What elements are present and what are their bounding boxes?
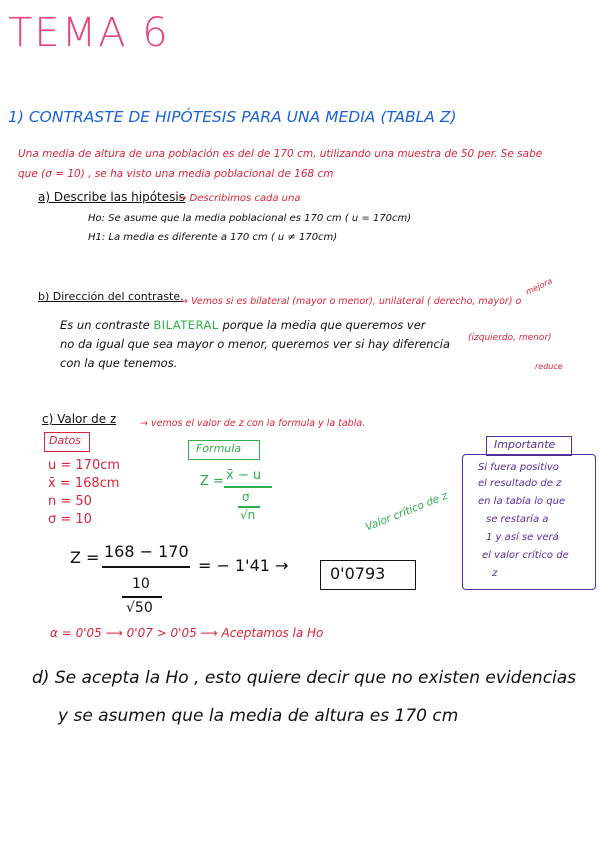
part-b-header: b) Dirección del contraste. [38,290,184,303]
part-b-text-2: no da igual que sea mayor o menor, queremos ver si hay diferencia [60,337,451,351]
formula-sigma: σ [242,490,250,504]
formula-label: Formula [196,442,242,455]
important-line: en la tabla lo que [478,496,566,507]
part-c-note: → vemos el valor de z con la formula y la tabla. [140,418,366,429]
alpha-line: α = 0'05 ⟶ 0'07 > 0'05 ⟶ Aceptamos la Ho [50,626,324,640]
calc-sigma: 10 [132,576,150,592]
page-title: TEMA 6 [8,10,170,56]
part-c-header: c) Valor de z [42,412,117,426]
problem-line-1: Una media de altura de una población es del de 170 cm, utilizando una muestra de 50 per. Se sabe [18,148,543,160]
critical-value-note: Valor crítico de z [363,489,450,534]
important-line: el valor crítico de [482,550,569,561]
formula-sqrt-n: √n [240,508,256,522]
important-line: z [492,568,498,579]
part-b-text-1 [60,318,426,332]
part-d-line-2: y se asumen que la media de altura es 170 cm [58,706,459,726]
part-b-text-1-pre: Es un contraste [60,318,150,332]
part-b-text-1-post: porque la media que queremos ver [222,318,426,332]
datos-item: n = 50 [48,494,92,509]
part-a-header: a) Describe las hipótesis [38,190,185,204]
bilateral-word: BILATERAL [153,318,219,332]
important-line: se restaría a [486,514,549,525]
part-b-mejora: mejora [524,276,554,297]
calc-result: = − 1'41 → [198,556,289,575]
calc-numerator: 168 − 170 [104,542,189,561]
problem-line-2: que (σ = 10) , se ha visto una media poblacional de 168 cm [18,168,334,180]
calc-fraction-bar [102,566,190,568]
datos-item: x̄ = 168cm [48,476,120,491]
important-line: 1 y así se verá [486,532,559,543]
part-b-note-2: (izquierdo, menor) [468,333,552,343]
calc-sqrt: √50 [126,600,153,616]
hypothesis-h1: H1: La media es diferente a 170 cm ( u ≠ 170cm) [88,232,338,243]
formula-num: x̄ − u [226,468,262,483]
part-d-line-1: d) Se acepta la Ho , esto quiere decir que no existen evidencias [32,668,577,688]
datos-item: u = 170cm [48,458,121,473]
formula-fraction-bar [224,486,272,488]
datos-item: σ = 10 [48,512,92,527]
part-a-note: → Describimos cada una [178,193,301,204]
datos-label: Datos [49,434,81,447]
formula-lhs: Z = [200,474,224,489]
hypothesis-h0: Ho: Se asume que la media poblacional es 170 cm ( u = 170cm) [88,213,412,224]
calc-sub-bar [122,596,162,598]
calc-lhs: Z = [70,548,100,567]
section-title: 1) CONTRASTE DE HIPÓTESIS PARA UNA MEDIA (TABLA Z) [8,108,457,126]
critical-value: 0'0793 [330,564,386,583]
important-label: Importante [494,438,556,451]
part-b-reduce: reduce [535,362,563,371]
important-line: Si fuera positivo [478,462,559,473]
important-line: el resultado de z [478,478,562,489]
part-b-text-3: con la que tenemos. [60,356,178,370]
part-b-note: → Vemos si es bilateral (mayor o menor), unilateral ( derecho, mayor) o [180,296,522,307]
